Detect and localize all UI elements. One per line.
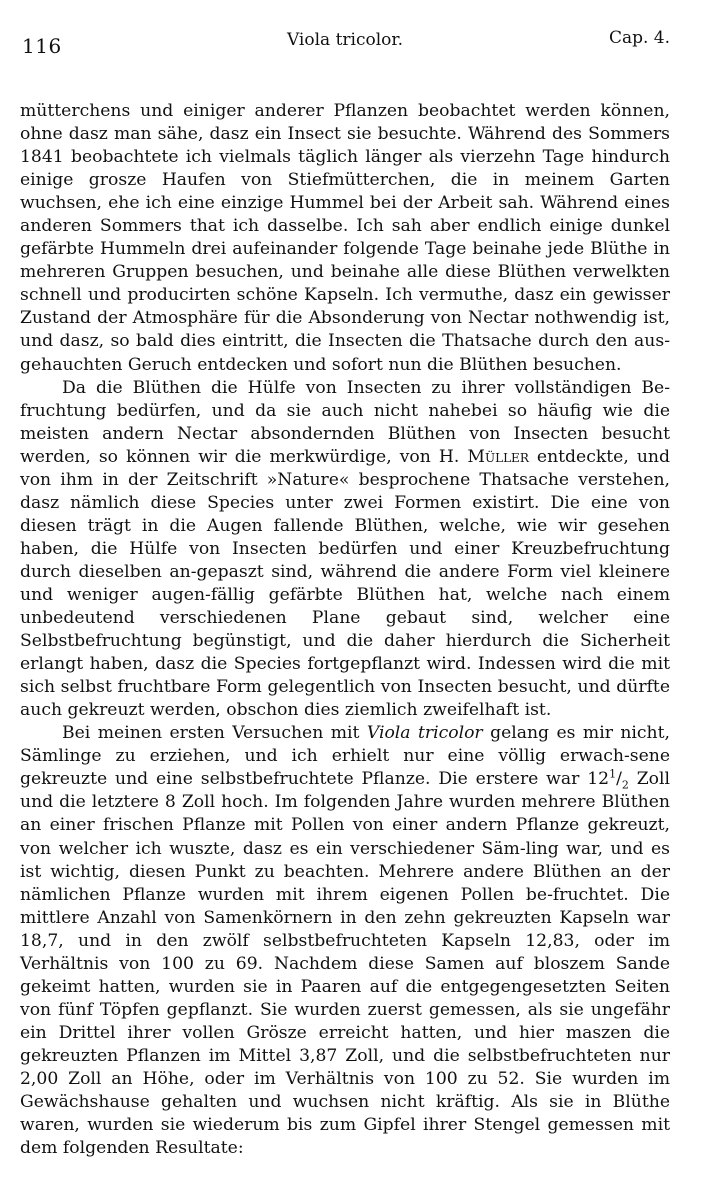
paragraph-1: mütterchens und einiger anderer Pflanzen beobachtet werden können, ohne dasz man sähe, dasz ein Insect sie besuchte. Während des Sommers 1841 beobachtete ich vielmals täglich länger als vierzehn Tage hindurch einige grosze Haufen von Stiefmütterchen, die in meinem Garten wuchsen, ehe ich eine einzige Hummel bei der Arbeit sah. Während eines anderen Sommers that ich dasselbe. Ich sah aber endlich einige dunkel gefärbte Hummeln drei aufeinander folgende Tage beinahe jede Blüthe in mehreren Gruppen besuchen, und beinahe alle diese Blüthen verwelkten schnell und producirten schöne Kapseln. Ich vermuthe, dasz ein gewisser Zustand der Atmosphäre für die Absonderung von Nectar nothwendig ist, und dasz, so bald dies eintritt, die Insecten die Thatsache durch den aus-gehauchten Geruch entdecken und sofort nun die Blüthen besuchen.	[20, 101, 670, 375]
species-name: Viola tricolor	[366, 723, 483, 744]
page-number: 116	[22, 34, 62, 58]
paragraph-2	[20, 377, 670, 723]
paragraph-2-part-a: Da die Blüthen die Hülfe von Insecten zu ihrer vollständigen Be-fruchtung bedürfen, und da sie auch nicht nahebei so häufig wie die meisten andern Nectar absondernden Blüthen von Insecten besucht werden, so können wir die merkwürdige, von H.	[20, 377, 670, 467]
page-header	[20, 22, 670, 62]
body-text	[20, 100, 670, 1160]
paragraph-3-part-a: Bei meinen ersten Versuchen mit	[62, 723, 367, 744]
fraction-half: $^1/_2$	[609, 767, 629, 792]
paragraph-3-part-c: Zoll und die letztere 8 Zoll hoch. Im folgenden Jahre wurden mehrere Blüthen an einer frischen Pflanze mit Pollen von einer andern Pflanze gekreuzt, von welcher ich wuszte, dasz es ein verschiedener Säm-ling war, und es ist wichtig, diesen Punkt zu beachten. Mehrere andere Blüthen an der nämlichen Pflanze wurden mit ihrem eigenen Pollen be-fruchtet. Die mittlere Anzahl von Samenkörnern in den zehn gekreuzten Kapseln war 18,7, und in den zwölf selbstbefruchteten Kapseln 12,83, oder im Verhältnis von 100 zu 69. Nachdem diese Samen auf bloszem Sande gekeimt hatten, wurden sie in Paaren auf die entgegengesetzten Seiten von fünf Töpfen gepflanzt. Sie wurden zuerst gemessen, als sie ungefähr ein Drittel ihrer vollen Grösze erreicht hatten, und hier maszen die gekreuzten Pflanzen im Mittel 3,87 Zoll, und die selbstbefruchteten nur 2,00 Zoll an Höhe, oder im Verhältnis von 100 zu 52. Sie wurden im Gewächshause gehalten und wuchsen nicht kräftig. Als sie in Blüthe waren, wurden sie wiederum bis zum Gipfel ihrer Stengel gemessen mit dem folgenden Resultate:	[20, 769, 670, 1159]
paragraph-2-part-b: entdeckte, und von ihm in der Zeitschrift »Nature« besprochene Thatsache verstehen, dasz nämlich diese Species unter zwei Formen existirt. Die eine von diesen trägt in die Augen fallende Blüthen, welche, wie wir gesehen haben, die Hülfe von Insecten bedürfen und einer Kreuzbefruchtung durch dieselben an-gepaszt sind, während die andere Form viel kleinere und weniger augen-fällig gefärbte Blüthen hat, welche nach einem unbedeutend verschiedenen Plane gebaut sind, welcher eine Selbstbefruchtung begünstigt, und die daher hierdurch die Sicherheit erlangt haben, dasz die Species fortgepflanzt wird. Indessen wird die mit sich selbst fruchtbare Form gelegentlich von Insecten besucht, und dürfte auch gekreuzt werden, obschon dies ziemlich zweifelhaft ist.	[20, 446, 670, 721]
chapter-label: Cap. 4.	[608, 28, 670, 48]
fraction-denominator: 2	[621, 778, 629, 792]
author-name-mueller: Müller	[467, 446, 529, 467]
paragraph-3	[20, 722, 670, 1160]
paragraph-3-part-b: gelang es mir nicht, Sämlinge zu erziehen, und ich erhielt nur eine völlig erwach-sene gekreuzte und eine selbstbefruchtete Pflanze. Die erstere war 12	[20, 723, 670, 790]
fraction-numerator: 1	[609, 767, 617, 781]
running-title: Viola tricolor.	[286, 30, 404, 50]
